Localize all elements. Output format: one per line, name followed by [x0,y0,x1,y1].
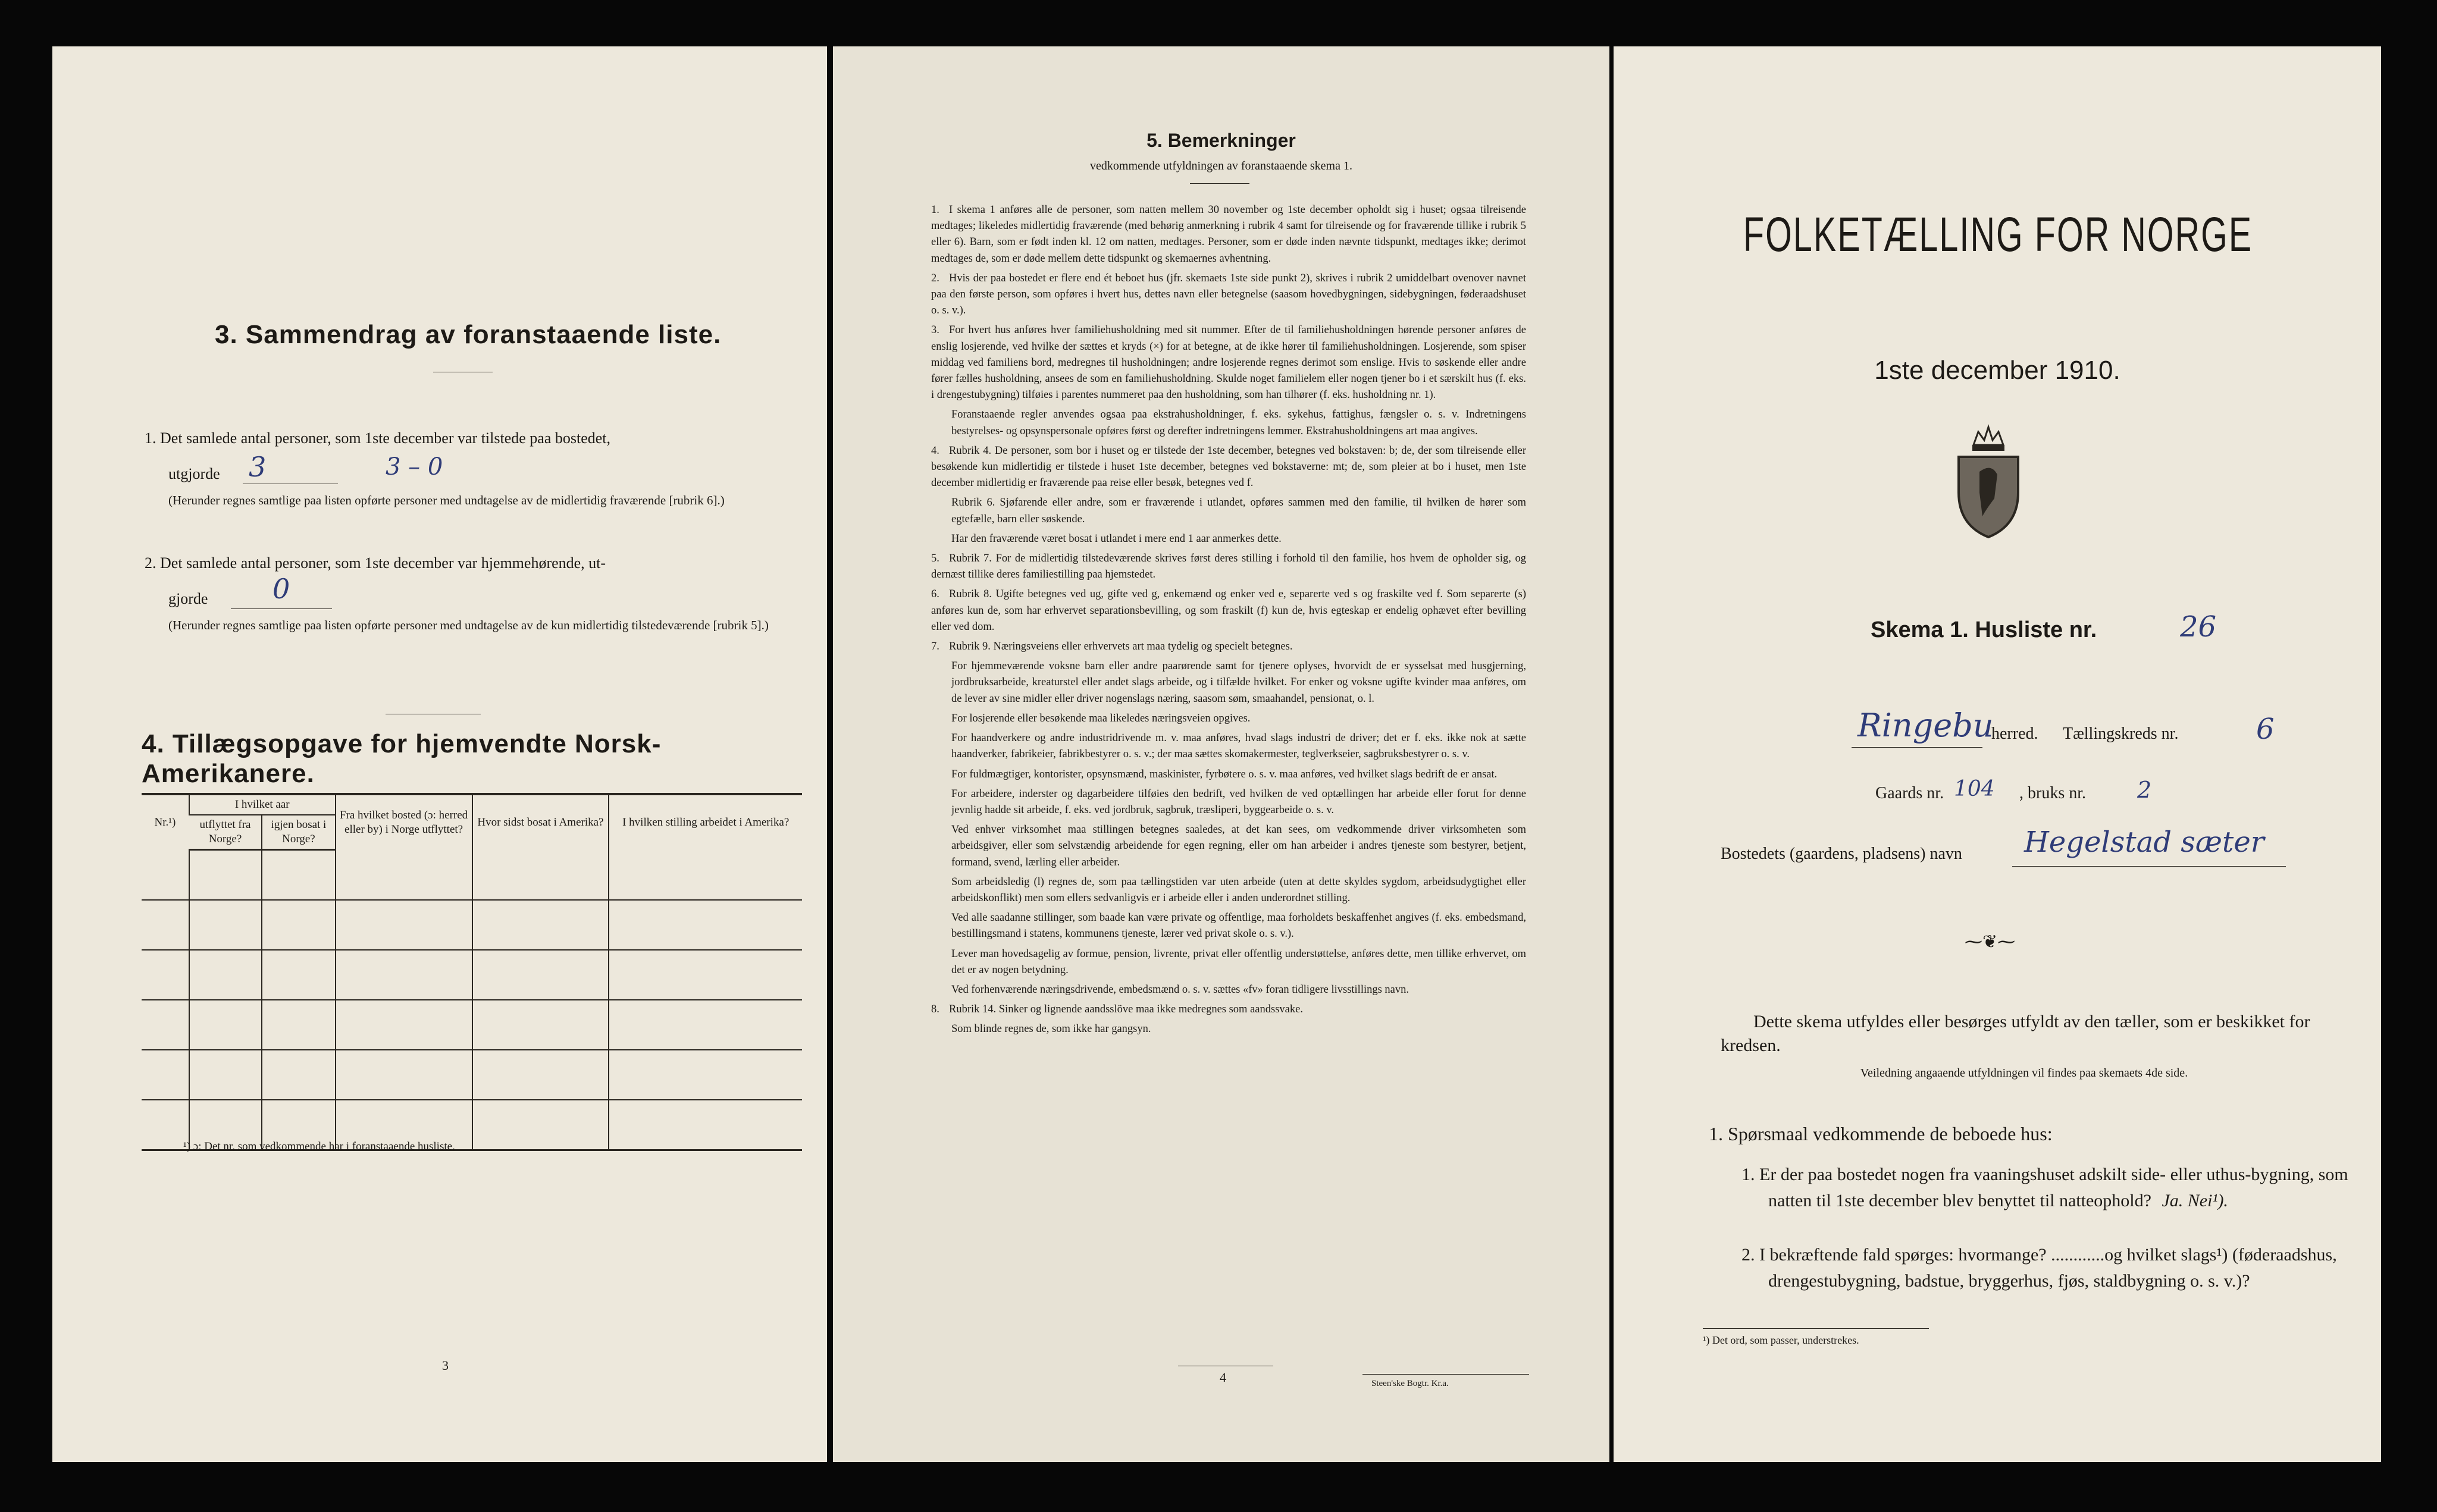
table-row [142,900,802,950]
question-1 [1741,1162,2348,1214]
remark-item [931,982,1526,998]
item1-note: (Herunder regnes samtlige paa listen opførte personer med undtagelse av de midlertidig fraværende [rubrik 6].) [168,493,725,507]
remark-number: 2. [931,272,939,284]
gaards-value: 104 [1954,777,1995,801]
remark-text: Lever man hovedsagelig av formue, pension, livrente, privat eller offentlig understøttelse, anføres dette, men tillike erhvervet, om det er av nogen betydning. [951,948,1526,976]
remark-item [931,586,1526,635]
middle-page [833,46,1609,1462]
herred-value: Ringebu [1857,707,1994,744]
bosted-label: Bostedets (gaardens, pladsens) navn [1721,845,1962,863]
kreds-label: Tællingskreds nr. [2063,724,2179,743]
remark-number: 7. [931,641,939,653]
remark-item [931,730,1526,763]
remark-item [931,551,1526,583]
item2-note: (Herunder regnes samtlige paa listen opførte personer med undtagelse av de kun midlertidig tilstedeværende [rubrik 5].) [168,618,769,632]
remark-text: Rubrik 14. Sinker og lignende aandsslöve maa ikke medregnes som aandssvake. [949,1003,1303,1016]
col-utflyttet: utflyttet fra Norge? [189,815,262,850]
page-number: 4 [1220,1370,1226,1385]
remark-text: Foranstaaende regler anvendes ogsaa paa ekstrahusholdninger, f. eks. sykehus, fattighus, fængsler o. s. v. Indretningens bestyrelses- og opsynspersonale opføres først og derefter indretningens lemmer. Ekstrahusholdningens art maa angives. [951,409,1526,437]
remark-text: I skema 1 anføres alle de personer, som natten mellem 30 november og 1ste december opholdt sig i huset; ogsaa tilreisende medtages; likeledes midlertidig fraværende (med behørig anmerkning i rubrik 4 samt for tilreisende og for fraværende tillike i rubrik 5 eller 6). Barn, som er født inden kl. 12 om natten, medtages. Personer, som er døde inden nævnte tidspunkt, medtages ikke; derimot medtages de, som er døde mellem dette tidspunkt og skemaernes avhentning. [931,204,1526,265]
intro-note: Veiledning angaaende utfyldningen vil findes paa skemaets 4de side. [1860,1066,2188,1080]
remark-text: Som blinde regnes de, som ikke har gangsyn. [951,1023,1151,1036]
remark-number: 3. [931,324,939,337]
remark-item [931,443,1526,492]
fill-line [231,608,332,609]
remarks-subtitle: vedkommende utfyldningen av foranstaaende skema 1. [1090,159,1352,172]
section4-title: 4. Tillægsopgave for hjemvendte Norsk-Amerikanere. [142,729,662,788]
remark-item [931,495,1526,527]
census-title: FOLKETÆLLING FOR NORGE [1743,208,2253,262]
remark-number: 6. [931,588,939,601]
remark-text: Ved alle saadanne stillinger, som baade kan være private og offentlige, maa forholdets beskaffenhet angives (f. eks. embedsmand, bestillingsmand i statens, kommunens tjeneste, lærer ved privat skole o. s. v.). [951,912,1526,940]
item2-value: 0 [272,573,290,605]
questions-heading: 1. Spørsmaal vedkommende de beboede hus: [1709,1123,2053,1144]
col-igjen: igjen bosat i Norge? [262,815,335,850]
left-page [52,46,827,1462]
remark-number: 5. [931,553,939,565]
table-row [142,1050,802,1100]
remarks-title: 5. Bemerkninger [1147,130,1296,151]
norway-coat-of-arms-icon [1950,421,2027,543]
remark-text: Ved enhver virksomhet maa stillingen betegnes saaledes, at det kan sees, om vedkommende driver virksomheten som arbeidsgiver, eller som selvstændig arbeidende for egen regning, eller om han arbeider i andres tjeneste som bestyrer, betjent, formand, svend, lærling eller arbeider. [951,824,1526,868]
question-1-text: 1. Er der paa bostedet nogen fra vaaningshuset adskilt side- eller uthus-bygning, som natten til 1ste december blev benyttet til natteophold? [1741,1165,2348,1210]
remark-number: 1. [931,204,939,216]
remark-item [931,322,1526,403]
col-sidst-bosat: Hvor sidst bosat i Amerika? [472,794,609,850]
col-hvilket-aar: I hvilket aar [189,794,336,815]
remark-item [931,1002,1526,1018]
remark-number: 8. [931,1003,939,1016]
right-footnote: ¹) Det ord, som passer, understrekes. [1703,1334,1859,1346]
item1-line: 1. Det samlede antal personer, som 1ste december var tilstede paa bostedet, [145,429,611,447]
kreds-value: 6 [2256,713,2275,746]
item1-value: 3 [249,451,267,483]
remark-text: Rubrik 7. For de midlertidig tilstedeværende skrives først deres stilling i forhold til den familie, hos hvem de opholder sig, og dernæst tillike deres familiestilling paa hjemstedet. [931,553,1526,581]
table-footnote: ¹) ɔ: Det nr. som vedkommende har i foranstaaende husliste. [183,1140,455,1153]
remark-text: Som arbeidsledig (l) regnes de, som paa tællingstiden var uten arbeide (uten at dette skyldes sygdom, arbeidsudygtighet eller arbeidskonflikt) men som ellers sedvanligvis er i arbeide eller i anden underordnet stilling. [951,876,1526,904]
remark-text: Rubrik 4. De personer, som bor i huset og er tilstede der 1ste december, betegnes ved bokstaven: b; de, der som tilreisende eller besøkende kun midlertidig er tilstede i huset 1ste december, betegnes ved bokstaverne: mt; de, som pleier at bo i huset, men 1ste december midlertidig er fraværende paa reise eller besøk, betegnes ved f. [931,444,1526,490]
remark-item [931,822,1526,871]
col-stilling: I hvilken stilling arbeidet i Amerika? [609,794,802,850]
item1-prefix: utgjorde [168,465,220,482]
bruks-label: , bruks nr. [2019,784,2086,802]
printer-mark: Steen'ske Bogtr. Kr.a. [1371,1379,1449,1388]
page-number: 3 [442,1358,449,1373]
remark-item [931,874,1526,906]
norsk-amerikanere-table [142,793,802,1151]
question-2: 2. I bekræftende fald spørges: hvormange? ............og hvilket slags¹) (føderaadshus, drengestubygning, badstue, bryggerhus, fjøs, staldbygning o. s. v.)? [1741,1245,2337,1291]
remark-item [931,202,1526,267]
divider [1703,1328,1929,1329]
fill-line [2012,866,2286,867]
fill-line [1852,747,1982,748]
remark-item [931,786,1526,818]
herred-label: herred. [1991,724,2038,743]
remark-item [931,271,1526,319]
bruks-value: 2 [2137,777,2152,803]
remark-text: Rubrik 6. Sjøfarende eller andre, som er fraværende i utlandet, opføres sammen med den familie, til hvilken de hører som egtefælle, barn eller søskende. [951,497,1526,525]
section3-title: 3. Sammendrag av foranstaaende liste. [215,320,722,349]
remark-item [931,1021,1526,1037]
gaards-label: Gaards nr. [1875,784,1944,802]
remark-text: Rubrik 8. Ugifte betegnes ved ug, gifte ved g, enkemænd og enker ved e, separerte ved s og fraskilte ved f. Som separerte (s) anføres kun de, som har erhvervet separationsbevilling, og som fraskilt (f) kun de, hvis egteskap er endelig ophævet efter bevilling eller ved dom. [931,588,1526,633]
table-row [142,950,802,1000]
divider [1362,1374,1529,1375]
remark-text: Ved forhenværende næringsdrivende, embedsmænd o. s. v. sættes «fv» foran tidligere livsstillings navn. [951,983,1409,996]
table-row [142,1000,802,1050]
remark-text: Har den fraværende været bosat i utlandet i mere end 1 aar anmerkes dette. [951,532,1282,545]
schema-label: Skema 1. Husliste nr. [1871,617,2097,642]
col-fra-bosted: Fra hvilket bosted (ɔ: herred eller by) i Norge utflyttet? [336,794,472,850]
item1-extra: 3 – 0 [386,453,443,481]
remark-item [931,407,1526,439]
ornament-icon: ⁓❦⁓ [1965,932,2016,952]
question-1-answer: Ja. Nei¹). [2162,1191,2228,1210]
remark-text: For losjerende eller besøkende maa likeledes næringsveien opgives. [951,712,1251,724]
remark-text: Rubrik 9. Næringsveiens eller erhvervets art maa tydelig og specielt betegnes. [949,641,1293,653]
intro-text: Dette skema utfyldes eller besørges utfyldt av den tæller, som er beskikket for kredsen. [1721,1012,2310,1055]
remark-item [931,946,1526,978]
remark-text: Hvis der paa bostedet er flere end ét beboet hus (jfr. skemaets 1ste side punkt 2), skrives i rubrik 2 umiddelbart ovenover navnet paa den første person, som opføres i hvert hus, dettes navn eller betegnelse (saasom hovedbygningen, sidebygningen, føderaadshuset o. s. v.). [931,272,1526,317]
item2-prefix: gjorde [168,590,208,607]
remark-item [931,711,1526,727]
remark-text: For fuldmægtiger, kontorister, opsynsmænd, maskinister, fyrbøtere o. s. v. maa anføres, ved hvilket slags bedrift de er ansat. [951,768,1498,780]
census-date: 1ste december 1910. [1874,356,2120,385]
remark-item [931,910,1526,942]
remark-text: For haandverkere og andre industridrivende m. v. maa anføres, hvad slags industri de driver; det er f. eks. ikke nok at sætte haandverker, fabrikeier, fabrikbestyrer o. s. v.; der maa sættes skomakermester, teglverkseier, sagbruksbestyrer o. s. v. [951,732,1526,761]
col-nr: Nr.¹) [142,794,189,850]
remark-number: 4. [931,444,939,457]
divider [1190,183,1249,184]
item2-line: 2. Det samlede antal personer, som 1ste december var hjemmehørende, ut- [145,554,606,572]
remark-text: For arbeidere, inderster og dagarbeidere tilføies den bedrift, ved hvilken de ved optællingen har arbeide eller forut for denne jevnlig hadde sit arbeide, f. eks. ved jordbruk, sagbruk, træsliperi, byggearbeide o. s. v. [951,788,1526,816]
remark-text: For hvert hus anføres hver familiehusholdning med sit nummer. Efter de til familiehusholdningen hørende personer anføres de enslig losjerende, ved hvilke der sættes et kryds (×) for at betegne, at de ikke hører til familiehusholdningen. Losjerende, som spiser middag ved familiens bord, medregnes til husholdningen; andre losjerende regnes derimot som enslige. Hvis to søskende eller andre fører fælles husholdning, ansees de som en familiehusholdning. Skulde noget familielem eller nogen tjener bo i et særskilt hus (f. eks. i drengestubygning) tilføies i parentes nummeret paa den husholdning, som han tilhører (f. eks. husholdning nr. 1). [931,324,1526,401]
remark-item [931,531,1526,547]
remark-item [931,658,1526,707]
bosted-value: Hegelstad sæter [2024,826,2264,859]
remark-text: For hjemmeværende voksne barn eller andre paarørende samt for tjenere oplyses, hvorvidt de er sysselsat med husgjerning, jordbruksarbeide, kreaturstel eller andet slags arbeide, og i tilfælde hvilket. For enker og voksne ugifte kvinder maa anføres, om de lever av sine midler eller driver nogenslags næring, saasom søm, smaahandel, pensionat, o. l. [951,660,1526,705]
remarks-list [931,202,1526,1042]
table-row [142,850,802,901]
remark-item [931,767,1526,783]
husliste-nr: 26 [2180,610,2217,644]
right-page [1614,46,2381,1462]
remark-item [931,639,1526,655]
